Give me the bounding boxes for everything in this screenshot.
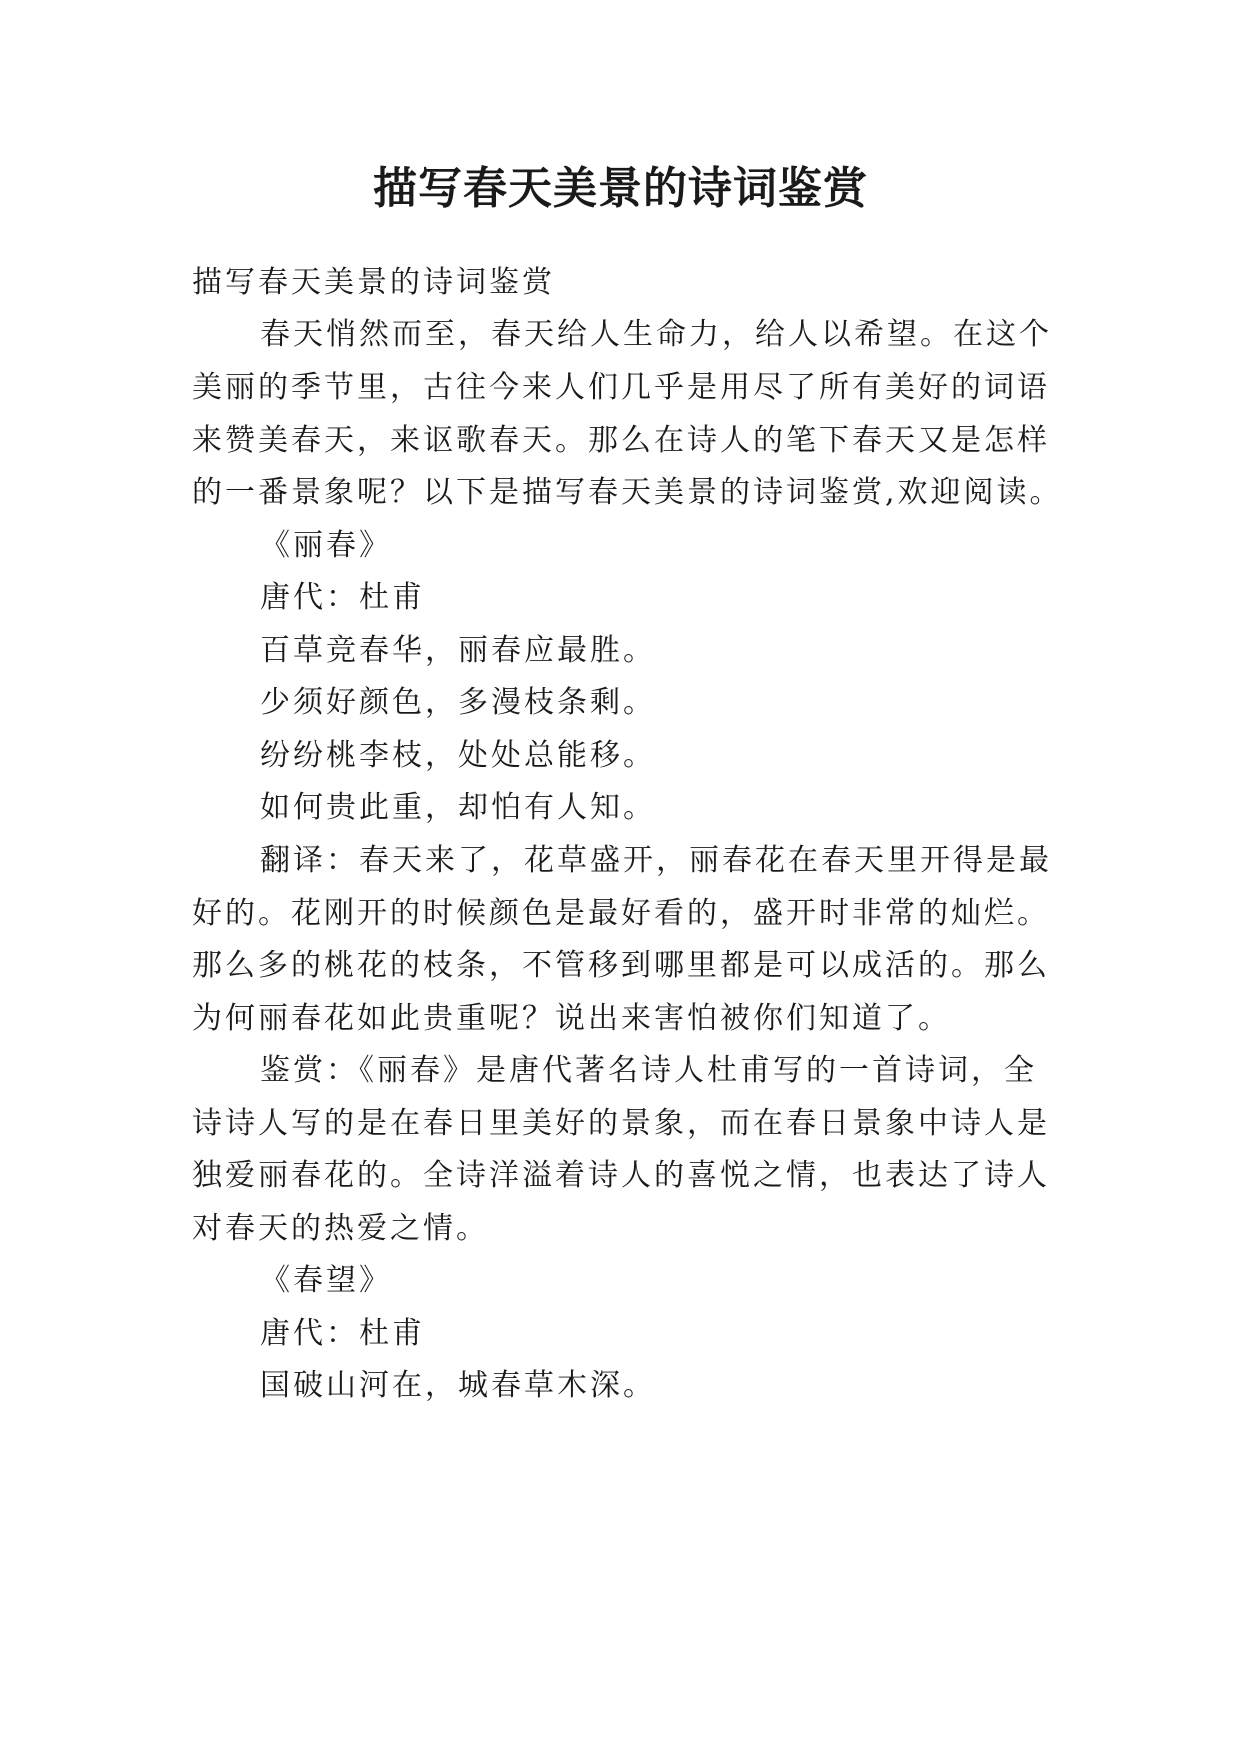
appreciation-line: 诗诗人写的是在春日里美好的景象，而在春日景象中诗人是 — [192, 1106, 1050, 1141]
paragraph-line: 春天悄然而至，春天给人生命力，给人以希望。在这个 — [260, 317, 1052, 352]
poem-title: 《春望》 — [260, 1263, 392, 1298]
subtitle-line: 描写春天美景的诗词鉴赏 — [192, 265, 555, 300]
poem-line: 如何贵此重，却怕有人知。 — [260, 790, 656, 825]
poem-line: 百草竞春华，丽春应最胜。 — [260, 633, 656, 668]
translation-line: 翻译：春天来了，花草盛开，丽春花在春天里开得是最 — [260, 843, 1052, 878]
poem-title: 《丽春》 — [260, 528, 392, 563]
paragraph-line: 美丽的季节里，古往今来人们几乎是用尽了所有美好的词语 — [192, 370, 1050, 405]
poem-author: 唐代：杜甫 — [260, 1316, 425, 1351]
paragraph-line: 来赞美春天，来讴歌春天。那么在诗人的笔下春天又是怎样 — [192, 423, 1050, 458]
translation-line: 那么多的桃花的枝条，不管移到哪里都是可以成活的。那么 — [192, 948, 1050, 983]
appreciation-line: 对春天的热爱之情。 — [192, 1211, 489, 1246]
appreciation-line: 独爱丽春花的。全诗洋溢着诗人的喜悦之情，也表达了诗人 — [192, 1158, 1050, 1193]
translation-line: 为何丽春花如此贵重呢？说出来害怕被你们知道了。 — [192, 1001, 951, 1036]
translation-line: 好的。花刚开的时候颜色是最好看的，盛开时非常的灿烂。 — [192, 896, 1050, 931]
appreciation-line: 鉴赏：《丽春》是唐代著名诗人杜甫写的一首诗词，全 — [260, 1053, 1037, 1088]
poem-line: 国破山河在，城春草木深。 — [260, 1368, 656, 1403]
poem-line: 纷纷桃李枝，处处总能移。 — [260, 738, 656, 773]
document-title: 描写春天美景的诗词鉴赏 — [373, 163, 868, 214]
poem-author: 唐代：杜甫 — [260, 580, 425, 615]
paragraph-line: 的一番景象呢？以下是描写春天美景的诗词鉴赏,欢迎阅读。 — [192, 475, 1063, 510]
poem-line: 少须好颜色，多漫枝条剩。 — [260, 685, 656, 720]
